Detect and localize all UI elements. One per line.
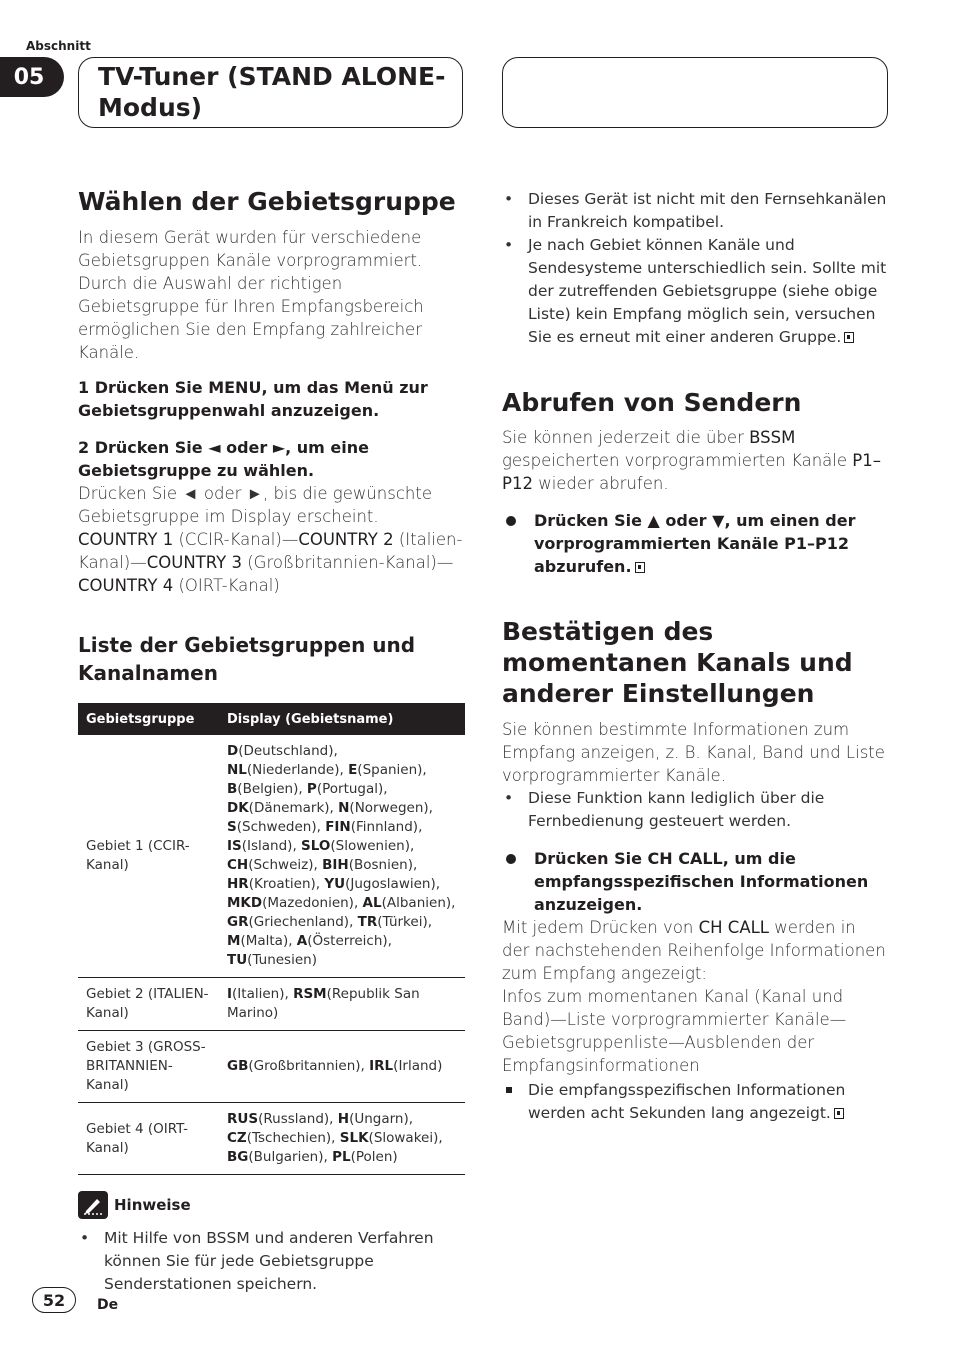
country-code: BG — [227, 1149, 249, 1165]
country-name: (Russland), — [258, 1111, 338, 1127]
language-code: De — [97, 1297, 119, 1313]
country-name: (Slowenien), — [330, 838, 415, 854]
recall-p: P1–P12 — [502, 451, 881, 493]
bullet-region-systems-text: Je nach Gebiet können Kanäle und Sendesysteme unterschiedlich sein. Sollte mit der zutreffenden Gebietsgruppe (siehe obige Liste) kein Empfang möglich sein, versuchen Sie es erneut mit einer anderen Gruppe. — [528, 236, 887, 346]
bullet-france: • Dieses Gerät ist nicht mit den Fernsehkanälen in Frankreich kompatibel. — [502, 188, 888, 234]
chapter-number: 05 — [0, 57, 64, 97]
country-code: CZ — [227, 1130, 247, 1146]
country-name: (Belgien), — [237, 781, 307, 797]
table-cell-display — [219, 735, 465, 978]
country-3-name: COUNTRY 3 — [146, 553, 242, 572]
country-name: (Malta), — [240, 933, 297, 949]
country-code: FIN — [325, 819, 351, 835]
step-2: 2 Drücken Sie ◄ oder ►, um eine Gebietsgruppe zu wählen. — [78, 438, 369, 480]
table-row — [78, 1031, 465, 1103]
chcall-pre: Mit jedem Drücken von — [502, 918, 699, 937]
chcall-note — [502, 1079, 888, 1125]
country-code: GR — [227, 914, 249, 930]
country-code: RSM — [293, 986, 327, 1002]
country-name: (Tunesien) — [247, 952, 317, 968]
country-name: (Italien), — [232, 986, 294, 1002]
country-name: (Türkei), — [377, 914, 432, 930]
heading-liste: Liste der Gebietsgruppen und Kanalnamen — [78, 633, 416, 685]
recall-post: wieder abrufen. — [532, 474, 669, 493]
country-code: AL — [362, 895, 382, 911]
country-name: (Albanien), — [381, 895, 456, 911]
country-code: GB — [227, 1058, 249, 1074]
country-name: (Schweiz), — [248, 857, 323, 873]
country-4-name: COUNTRY 4 — [78, 576, 174, 595]
end-mark-icon — [844, 332, 854, 343]
pencil-note-icon — [78, 1191, 108, 1219]
country-name: (Portugal), — [316, 781, 388, 797]
country-name: (Deutschland), — [238, 743, 338, 759]
confirm-bullets — [502, 787, 888, 833]
country-name: (Niederlande), — [246, 762, 349, 778]
country-name: (Bosnien), — [348, 857, 418, 873]
country-code: SLO — [301, 838, 331, 854]
country-code: HR — [227, 876, 249, 892]
country-1-desc: (CCIR-Kanal)— — [173, 530, 299, 549]
country-2-name: COUNTRY 2 — [298, 530, 394, 549]
region-table — [78, 703, 465, 1175]
left-column — [78, 186, 465, 1296]
country-code: NL — [227, 762, 247, 778]
bullet-region-systems — [502, 234, 888, 349]
right-column — [502, 188, 888, 1125]
table-cell-region: Gebiet 4 (OIRT-Kanal) — [78, 1103, 219, 1175]
country-code: S — [227, 819, 237, 835]
country-name: (Österreich), — [307, 933, 392, 949]
country-name: (Finnland), — [350, 819, 423, 835]
header-empty-box — [502, 57, 888, 128]
chcall-note-text: Die empfangsspezifischen Informationen werden acht Sekunden lang angezeigt. — [528, 1081, 846, 1122]
country-name: (Schweden), — [236, 819, 326, 835]
chcall-bold: CH CALL — [698, 918, 769, 937]
country-name: (Dänemark), — [248, 800, 339, 816]
table-row — [78, 1103, 465, 1175]
chcall-post: werden in der nachstehenden Reihenfolge Informationen zum Empfang angezeigt: — [502, 918, 886, 983]
bullet-remote: • Diese Funktion kann lediglich über die Fernbedienung gesteuert werden. — [502, 787, 888, 833]
heading-abrufen: Abrufen von Sendern — [502, 388, 802, 417]
country-code: A — [296, 933, 308, 949]
table-header-row — [78, 703, 465, 735]
country-code: IRL — [369, 1058, 394, 1074]
recall-bssm: BSSM — [749, 428, 796, 447]
step-2-body: Drücken Sie ◄ oder ►, bis die gewünschte Gebietsgruppe im Display erscheint. — [78, 484, 433, 526]
table-header-region: Gebietsgruppe — [78, 703, 219, 735]
note-item: • Mit Hilfe von BSSM und anderen Verfahren können Sie für jede Gebietsgruppe Senderstationen speichern. — [78, 1227, 465, 1296]
end-mark-icon — [834, 1108, 844, 1119]
country-name: (Norwegen), — [349, 800, 433, 816]
notes-header — [78, 1191, 465, 1219]
table-cell-display — [219, 1031, 465, 1103]
country-code: PL — [332, 1149, 351, 1165]
country-2-desc: (Italien-Kanal)— — [78, 530, 463, 572]
chcall-step: Drücken Sie CH CALL, um die empfangsspezifischen Informationen anzuzeigen. — [502, 847, 888, 916]
confirm-text: Sie können bestimmte Informationen zum Empfang anzeigen, z. B. Kanal, Band und Liste vorprogrammierter Kanäle. — [502, 720, 885, 785]
country-name: (Island), — [241, 838, 302, 854]
country-code: IS — [227, 838, 242, 854]
country-code: TU — [227, 952, 248, 968]
section-label: Abschnitt — [26, 39, 91, 53]
table-row — [78, 735, 465, 978]
country-name: (Griechenland), — [248, 914, 358, 930]
country-4-desc: (OIRT-Kanal) — [173, 576, 280, 595]
country-3-desc: (Großbritannien-Kanal)— — [241, 553, 454, 572]
country-code: RUS — [227, 1111, 259, 1127]
country-name: (Großbritannien), — [248, 1058, 370, 1074]
table-row — [78, 978, 465, 1031]
end-mark-icon — [635, 562, 645, 573]
country-code: CH — [227, 857, 249, 873]
country-code: SLK — [339, 1130, 369, 1146]
recall-text — [502, 426, 888, 495]
recall-mid: gespeicherten vorprogrammierten Kanäle — [502, 451, 853, 470]
notes-label: Hinweise — [114, 1196, 191, 1214]
country-code: TR — [357, 914, 378, 930]
country-name: (Tschechien), — [246, 1130, 340, 1146]
table-cell-display — [219, 978, 465, 1031]
country-name: (Mazedonien), — [262, 895, 363, 911]
country-name: (Polen) — [350, 1149, 398, 1165]
chcall-sequence: Infos zum momentanen Kanal (Kanal und Band)—Liste vorprogrammierter Kanäle—Gebietsgruppenliste—Ausblenden der Empfangsinformationen — [502, 987, 847, 1075]
table-cell-region: Gebiet 2 (ITALIEN-Kanal) — [78, 978, 219, 1031]
table-cell-region: Gebiet 3 (GROSS-BRITANNIEN-Kanal) — [78, 1031, 219, 1103]
recall-step — [502, 509, 888, 578]
table-header-display: Display (Gebietsname) — [219, 703, 465, 735]
country-name: (Kroatien), — [248, 876, 325, 892]
heading-bestaetigen: Bestätigen des momentanen Kanals und anderer Einstellungen — [502, 617, 853, 708]
chapter-title: TV-Tuner (STAND ALONE-Modus) — [98, 62, 446, 122]
right-bullets — [502, 188, 888, 349]
country-code: P — [306, 781, 317, 797]
notes-list — [78, 1227, 465, 1296]
table-cell-region: Gebiet 1 (CCIR-Kanal) — [78, 735, 219, 978]
country-name: (Jugoslawien), — [345, 876, 441, 892]
country-code: H — [337, 1111, 350, 1127]
heading-gebietsgruppe: Wählen der Gebietsgruppe — [78, 187, 456, 216]
country-1-name: COUNTRY 1 — [78, 530, 174, 549]
intro-text: In diesem Gerät wurden für verschiedene Gebietsgruppen Kanäle vorprogrammiert. Durch die Auswahl der richtigen Gebietsgruppe für Ihren Empfangsbereich ermöglichen Sie den Empfang zahlreicher Kanäle. — [78, 228, 424, 362]
country-code: M — [227, 933, 241, 949]
chcall-text — [502, 916, 888, 985]
table-body — [78, 735, 465, 1175]
country-name: (Republik San Marino) — [227, 986, 420, 1021]
country-code: YU — [324, 876, 346, 892]
country-code: BIH — [322, 857, 349, 873]
country-code: E — [348, 762, 358, 778]
country-name: (Ungarn), — [349, 1111, 414, 1127]
country-name: (Spanien), — [357, 762, 427, 778]
country-code: DK — [227, 800, 249, 816]
country-list — [78, 528, 465, 597]
country-code: N — [338, 800, 350, 816]
recall-step-text: Drücken Sie ▲ oder ▼, um einen der vorprogrammierten Kanäle P1–P12 abzurufen. — [534, 511, 856, 576]
country-name: (Bulgarien), — [248, 1149, 333, 1165]
country-name: (Slowakei), — [368, 1130, 443, 1146]
country-code: B — [227, 781, 238, 797]
country-name: (Irland) — [393, 1058, 443, 1074]
step-1: 1 Drücken Sie MENU, um das Menü zur Gebietsgruppenwahl anzuzeigen. — [78, 378, 428, 420]
country-code: MKD — [227, 895, 263, 911]
table-cell-display — [219, 1103, 465, 1175]
page-number: 52 — [32, 1287, 76, 1313]
country-code: D — [227, 743, 239, 759]
recall-pre: Sie können jederzeit die über — [502, 428, 750, 447]
country-code: I — [227, 986, 233, 1002]
